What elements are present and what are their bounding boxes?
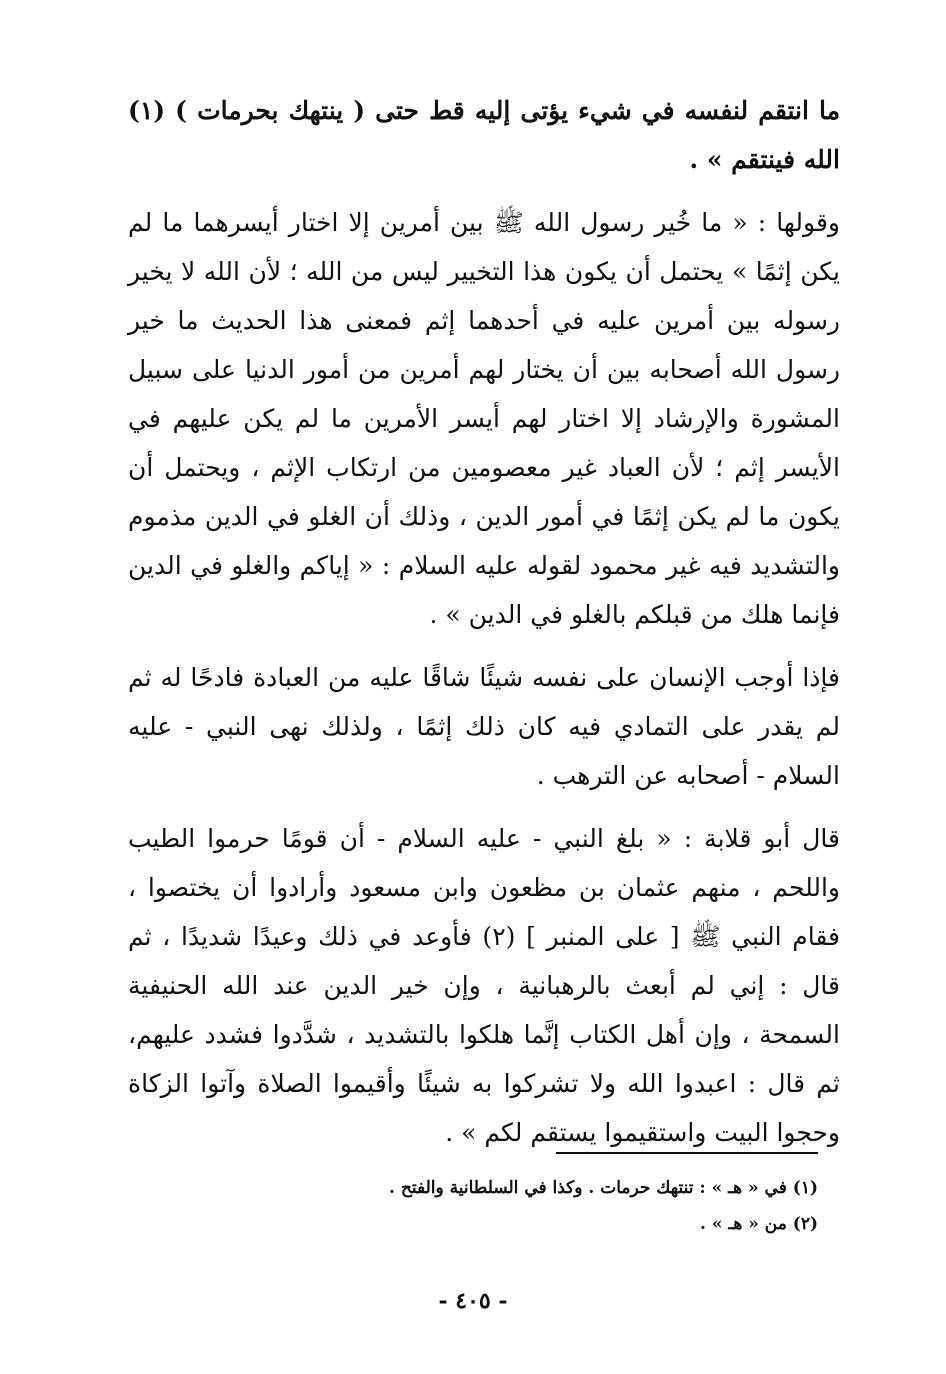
page-body [128, 86, 840, 1157]
footnote-1: (١) في « هـ » : تنتهك حرمات . وكذا في السلطانية والفتح . [389, 1178, 818, 1198]
paragraph-4: قال أبو قلابة : « بلغ النبي - عليه السلام - أن قومًا حرموا الطيب واللحم ، منهم عثمان بن مظعون وابن مسعود وأرادوا أن يختصوا ، فقام النبي ﷺ [ على المنبر ] (٢) فأوعد في ذلك وعيدًا شديدًا ، ثم قال : إني لم أبعث بالرهبانية ، وإن خير الدين عند الله الحنيفية السمحة ، وإن أهل الكتاب إنَّما هلكوا بالتشديد ، شدَّدوا فشدد عليهم، ثم قال : اعبدوا الله ولا تشركوا به شيئًا وأقيموا الصلاة وآتوا الزكاة وحجوا البيت واستقيموا يستقم لكم » . [128, 824, 840, 1147]
paragraph-1: ما انتقم لنفسه في شيء يؤتى إليه قط حتى ( ينتهك بحرمات ) (١) الله فينتقم » . [128, 96, 840, 174]
footnote-divider [556, 1152, 818, 1154]
page-number: - ٤٠٥ - [438, 1288, 508, 1314]
footnote-2: (٢) من « هـ » . [700, 1214, 818, 1234]
footnotes [118, 1170, 818, 1242]
paragraph-3: فإذا أوجب الإنسان على نفسه شيئًا شاقًا عليه من العبادة فادحًا له ثم لم يقدر على التمادي فيه كان ذلك إثمًا ، ولذلك نهى النبي - عليه السلام - أصحابه عن الترهب . [128, 663, 840, 790]
paragraph-2: وقولها : « ما خُير رسول الله ﷺ بين أمرين إلا اختار أيسرهما ما لم يكن إثمًا » يحتمل أن يكون هذا التخيير ليس من الله ؛ لأن الله لا يخير رسوله بين أمرين عليه في أحدهما إثم فمعنى هذا الحديث ما خير رسول الله أصحابه بين أن يختار لهم أمرين من أمور الدنيا على سبيل المشورة والإرشاد إلا اختار لهم أيسر الأمرين ما لم يكن عليهم في الأيسر إثم ؛ لأن العباد غير معصومين من ارتكاب الإثم ، ويحتمل أن يكون ما لم يكن إثمًا في أمور الدين ، وذلك أن الغلو في الدين مذموم والتشديد فيه غير محمود لقوله عليه السلام : « إياكم والغلو في الدين فإنما هلك من قبلكم بالغلو في الدين » . [128, 208, 840, 629]
